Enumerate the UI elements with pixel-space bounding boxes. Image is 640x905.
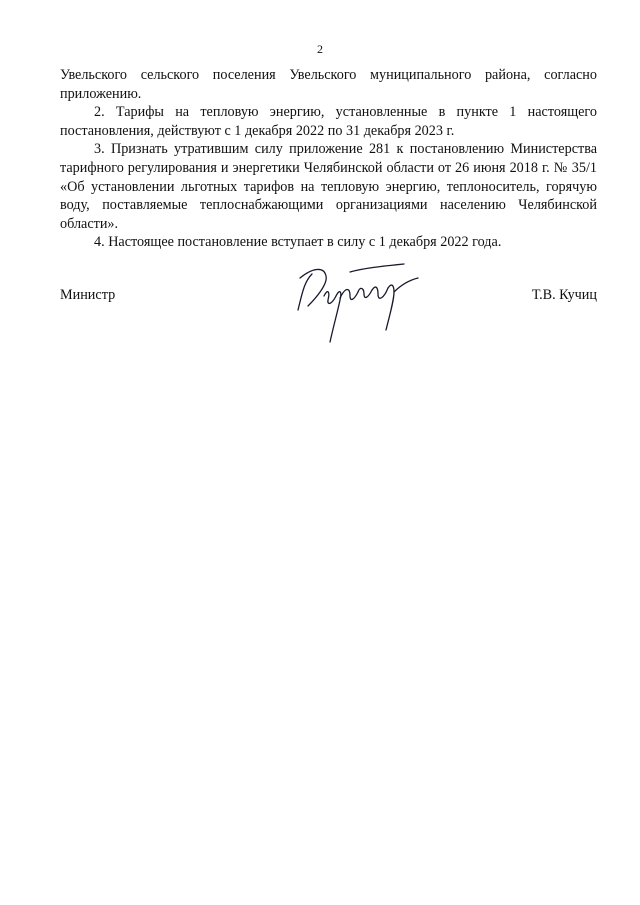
- paragraph-2: 2. Тарифы на тепловую энергию, установленные в пункте 1 настоящего постановления, действуют с 1 декабря 2022 по 31 декабря 2023 г.: [60, 104, 597, 139]
- page-number: 2: [317, 42, 323, 56]
- handwritten-signature: [294, 258, 434, 350]
- signatory-position: Министр: [60, 287, 116, 303]
- document-body: [60, 66, 597, 252]
- paragraph-4: 4. Настоящее постановление вступает в силу с 1 декабря 2022 года.: [94, 234, 502, 251]
- signatory-name: Т.В. Кучиц: [531, 287, 597, 303]
- paragraph-3: 3. Признать утратившим силу приложение 281 к постановлению Министерства тарифного регулирования и энергетики Челябинской области от 26 июня 2018 г. № 35/1 «Об установлении льготных тарифов на тепловую энергию, теплоноситель, горячую воду, поставляемые теплоснабжающими организациями населению Челябинской области».: [60, 141, 597, 232]
- paragraph-continuation: Увельского сельского поселения Увельского муниципального района, согласно приложению.: [60, 67, 597, 102]
